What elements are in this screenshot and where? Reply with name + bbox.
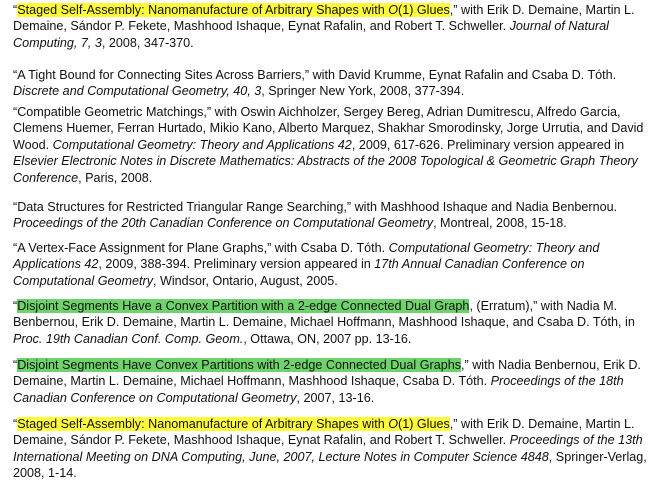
citation-text: “ [13, 416, 18, 431]
venue-text: Proc. 19th Canadian Conf. Comp. Geom. [13, 331, 244, 346]
venue-text: Proceedings of the 18th Canadian Conference on Computational Geometry [13, 374, 624, 405]
citation-text: “ [13, 298, 18, 313]
citation-text: “A Tight Bound for Connecting Sites Across Barriers,” with David Krumme, Eynat Rafalin and Csaba D. Tóth. [13, 67, 617, 82]
venue-text: Proceedings of the 20th Canadian Conference on Computational Geometry [13, 216, 434, 231]
publication-entry [13, 357, 658, 407]
publication-entry [13, 104, 658, 187]
citation-text: ,” with Nadia Benbernou, Erik D. Demaine, Martin L. Demaine, Michael Hoffmann, Mashhood Ishaque, Csaba D. Tóth. [13, 357, 641, 389]
citation-text: “Compatible Geometric Matchings,” with Oswin Aichholzer, Sergey Bereg, Adrian Dumitrescu, Alfredo Garcia, Clemens Huemer, Ferran Hurtado, Mikio Kano, Alberto Marquez, Shakhar Smorodinsky, Jorge Urrutia, and David Wood. [13, 104, 644, 152]
venue-text: Proceedings of the 13th International Meeting on DNA Computing, June, 2007, Lecture Notes in Computer Science 4848 [13, 433, 643, 464]
highlighted-title: (1) Glues [398, 416, 450, 431]
highlighted-title: O [388, 2, 398, 17]
publication-entry [13, 298, 658, 348]
citation-text: , Windsor, Ontario, August, 2005. [153, 273, 338, 288]
citation-text: , Paris, 2008. [78, 170, 153, 185]
publication-entry [13, 2, 658, 52]
citation-text: “A Vertex-Face Assignment for Plane Graphs,” with Csaba D. Tóth. [13, 240, 389, 255]
publication-entry [13, 67, 658, 100]
citation-text: ,” with Erik D. Demaine, Martin L. Demaine, Sándor P. Fekete, Mashhood Ishaque, Eynat Rafalin, and Robert T. Schweller. [13, 2, 635, 34]
citation-text: , Montreal, 2008, 15-18. [433, 216, 567, 231]
citation-text: , 2009, 388-394. Preliminary version appeared in [98, 257, 375, 272]
venue-text: Journal of Natural Computing, 7, 3 [13, 19, 609, 50]
highlighted-title: (1) Glues [398, 2, 450, 17]
highlighted-title: Staged Self-Assembly: Nanomanufacture of Arbitrary Shapes with [17, 416, 389, 431]
venue-text: 17th Annual Canadian Conference on Computational Geometry [13, 257, 585, 288]
citation-text: “ [13, 357, 18, 372]
citation-text: “ [13, 2, 18, 17]
highlighted-title: Staged Self-Assembly: Nanomanufacture of Arbitrary Shapes with [17, 2, 389, 17]
citation-text: , Ottawa, ON, 2007 pp. 13-16. [243, 331, 412, 346]
venue-text: Computational Geometry: Theory and Applications 42 [13, 240, 600, 272]
citation-text: , 2009, 617-626. Preliminary version appeared in [351, 137, 625, 152]
highlighted-title: Disjoint Segments Have a Convex Partition with a 2-edge Connected Dual Graph [17, 298, 470, 313]
citation-text: , 2007, 13-16. [296, 390, 375, 405]
venue-text: Discrete and Computational Geometry, 40, 3 [13, 84, 262, 99]
citation-text: “Data Structures for Restricted Triangular Range Searching,” with Mashhood Ishaque and Nadia Benbernou. [13, 199, 618, 214]
citation-text: ,” with Erik D. Demaine, Martin L. Demaine, Sándor P. Fekete, Mashhood Ishaque, Eynat Rafalin, and Robert T. Schweller. [13, 416, 635, 448]
citation-text: , Springer-Verlag, 2008, 1-14. [13, 449, 647, 481]
citation-text: , 2008, 347-370. [101, 35, 194, 50]
highlighted-title: O [388, 416, 398, 431]
citation-text: , (Erratum),” with Nadia M. Benbernou, Erik D. Demaine, Martin L. Demaine, Michael Hoffmann, Mashhood Ishaque, and Csaba D. Tóth, in [13, 298, 635, 330]
publication-entry [13, 199, 658, 232]
venue-text: Elsevier Electronic Notes in Discrete Mathematics: Abstracts of the 2008 Topological & Geometric Graph Theory Conference [13, 154, 638, 185]
venue-text: Computational Geometry: Theory and Applications 42 [52, 137, 352, 152]
highlighted-title: Disjoint Segments Have Convex Partitions with 2-edge Connected Dual Graphs [17, 357, 462, 372]
citation-text: , Springer New York, 2008, 377-394. [261, 84, 465, 99]
publication-entry [13, 240, 658, 290]
publication-entry [13, 416, 658, 482]
